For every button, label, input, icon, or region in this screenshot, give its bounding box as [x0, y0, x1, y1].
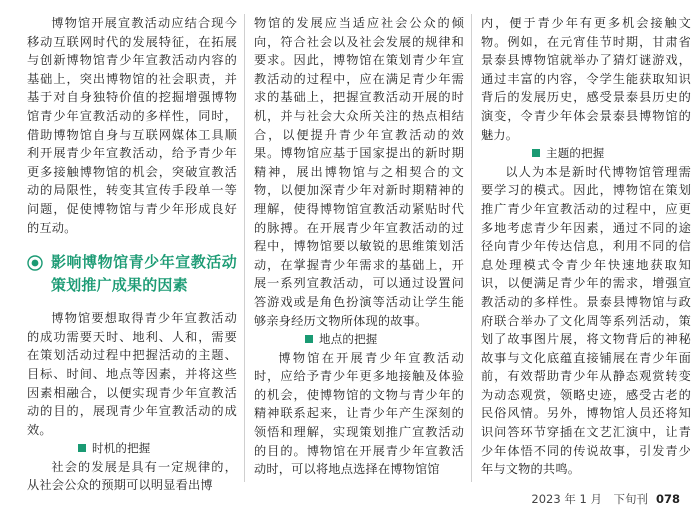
- subheading: [27, 439, 237, 458]
- text-column-1: [27, 14, 237, 495]
- square-bullet-icon: [532, 149, 540, 157]
- paragraph: 以人为本是新时代博物馆管理需要学习的模式。因此，博物馆在策划推广青少年宣教活动的过程中，应更多地考虑青少年因素，通过不同的途径向青少年传达信息，利用不同的信息处理模式令青少年快速地获取知识，以便满足青少年的需求，增强宣教活动的多样性。景泰县博物馆与政府联合举办了文化周等系列活动，策划了故事图片展，将文物背后的神秘故事与文化底蕴直接铺展在青少年面前，有效帮助青少年从静态观赏转变为动态观赏，领略史迹，感受古老的民俗风情。另外，博物馆人员还将知识问答环节穿插在文艺汇演中，让青少年体悟不同的传说故事，引发青少年与文物的共鸣。: [481, 164, 691, 477]
- column-divider-1: [244, 14, 245, 482]
- paragraph: 博物馆开展宣教活动应结合现今移动互联网时代的发展特征，在拓展与创新博物馆青少年宣教活动内容的基础上，突出博物馆的社会职责，并基于对自身独特价值的挖掘增强博物馆青少年宣教活动的多样性，同时，借助博物馆自身与互联网媒体工具顺利开展青少年宣教活动，给予青少年更多接触博物馆的机会，突破宣教活动的局限性，转变其宣传手段单一等问题，促使博物馆与青少年形成良好的互动。: [27, 16, 237, 235]
- paragraph: 物馆的发展应当适应社会公众的倾向，符合社会以及社会发展的规律和要求。因此，博物馆在策划青少年宣教活动的过程中，应在满足青少年需求的基础上，把握宣教活动开展的时机，并与社会大众所关注的热点相结合，以便提升青少年宣教活动的效果。博物馆应基于国家提出的新时期精神，展出博物馆与之相契合的文物，以便加深青少年对新时期精神的理解，使得博物馆宣教活动紧贴时代的脉搏。在开展青少年宣教活动的过程中，博物馆要以敏锐的思维策划活动，在掌握青少年需求的基础上，开展一系列宣教活动，可以通过设置问答游戏或是角色扮演等活动让学生能够亲身经历文物所体现的故事。: [254, 16, 464, 328]
- subheading: [481, 144, 691, 163]
- text-column-2: [254, 14, 464, 479]
- page-footer: [520, 491, 680, 507]
- paragraph: 社会的发展是具有一定规律的，从社会公众的预期可以明显看出博: [27, 459, 237, 493]
- column-divider-2: [471, 14, 472, 482]
- paragraph: 内，便于青少年有更多机会接触文物。例如，在元宵佳节时期，甘肃省景泰县博物馆就举办了猜灯谜游戏，通过丰富的内容，令学生能获取知识背后的发展历史，感受景泰县历史的演变，令青少年体会景泰县博物馆的魅力。: [481, 16, 691, 142]
- paragraph: 博物馆在开展青少年宣教活动时，应给予青少年更多地接触及体验的机会，使博物馆的文物与青少年的精神联系起来，让青少年产生深刻的领悟和理解，实现策划推广宣教活动的目的。博物馆在开展青少年宣教活动时，可以将地点选择在博物馆馆: [254, 350, 464, 477]
- issue-date: 2023 年 1 月 下旬刊: [531, 492, 648, 506]
- section-heading-text: 影响博物馆青少年宣教活动策划推广成果的因素: [51, 253, 237, 295]
- section-heading: [27, 251, 237, 297]
- subheading-text: 主题的把握: [546, 146, 605, 161]
- subheading-text: 地点的把握: [319, 332, 378, 347]
- page-number: 078: [655, 492, 680, 506]
- text-column-3: [481, 14, 691, 479]
- square-bullet-icon: [78, 444, 86, 452]
- subheading-text: 时机的把握: [92, 441, 151, 456]
- section-bullet-icon: [27, 255, 43, 271]
- subheading: [254, 330, 464, 349]
- paragraph: 博物馆要想取得青少年宣教活动的成功需要天时、地利、人和，需要在策划活动过程中把握活动的主题、目标、时间、地点等因素，并将这些因素相融合，以便实现青少年宣教活动的目的，展现青少年宣教活动的成效。: [27, 311, 237, 437]
- square-bullet-icon: [305, 335, 313, 343]
